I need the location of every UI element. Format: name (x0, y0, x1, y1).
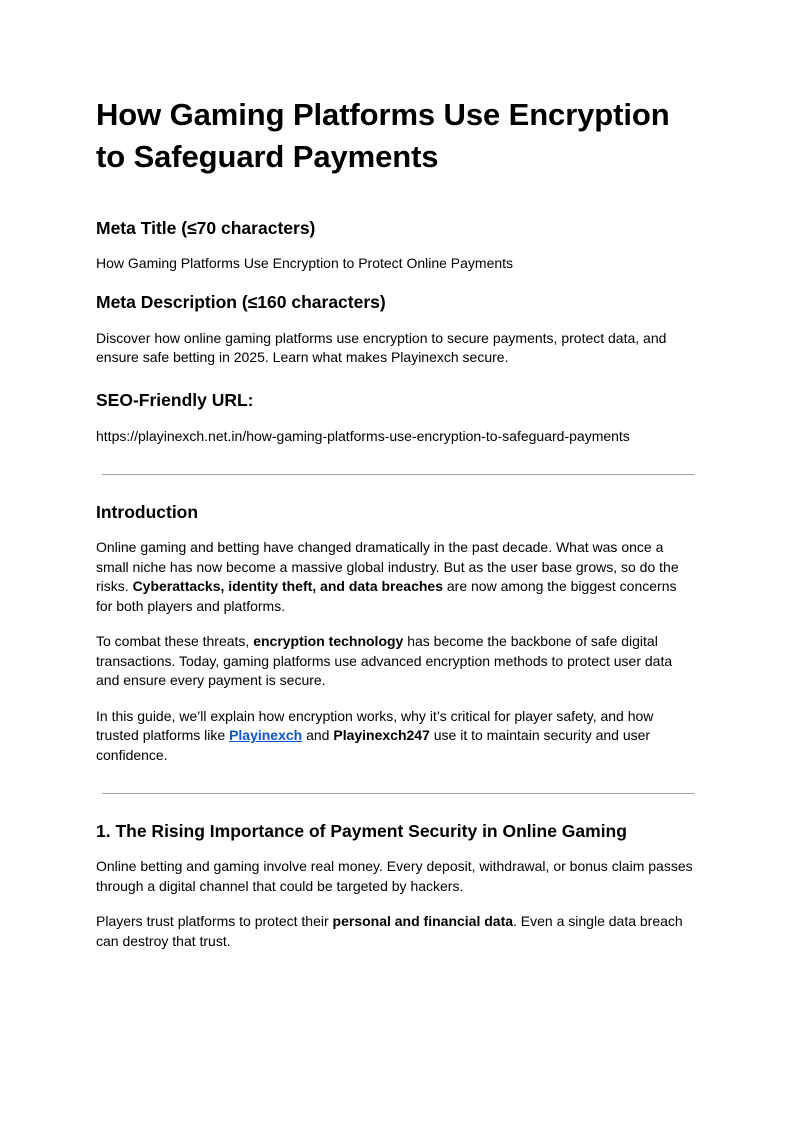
text-run: and (302, 727, 334, 743)
meta-description-text: Discover how online gaming platforms use encryption to secure payments, protect data, and ensure safe betting in 2025. Learn what makes Playinexch secure. (96, 329, 667, 365)
document-content (96, 94, 696, 951)
section-1-paragraph-2 (96, 912, 696, 951)
bold-text: Playinexch247 (333, 727, 430, 743)
text-run: . Even a single data breach can destroy that trust. (96, 913, 683, 949)
text-run: use it to maintain security and user confidence. (96, 727, 651, 763)
introduction-paragraph-2 (96, 632, 696, 691)
text-run: Players trust platforms to protect their (96, 913, 333, 929)
bold-text: encryption technology (253, 633, 404, 649)
seo-url-text: https://playinexch.net.in/how-gaming-platforms-use-encryption-to-safeguard-payments (96, 427, 630, 444)
introduction-paragraph-1 (96, 538, 696, 616)
page-title: How Gaming Platforms Use Encryption to Safeguard Payments (96, 97, 670, 174)
divider (102, 793, 694, 794)
seo-url-heading: SEO-Friendly URL: (96, 389, 254, 410)
bold-text: Cyberattacks, identity theft, and data breaches (132, 578, 443, 594)
meta-title-heading: Meta Title (≤70 characters) (96, 218, 316, 238)
text-run: are now among the biggest concerns for both players and platforms. (96, 578, 677, 614)
divider (102, 474, 694, 475)
meta-description-heading: Meta Description (≤160 characters) (96, 291, 386, 312)
text-run: In this guide, we’ll explain how encryption works, why it’s critical for player safety, and how trusted platforms like (96, 707, 654, 743)
playinexch-link[interactable]: Playinexch (229, 727, 303, 743)
text-run: has become the backbone of safe digital transactions. Today, gaming platforms use advanced encryption methods to protect user data and ensure every payment is secure. (96, 633, 673, 688)
section-1-heading: 1. The Rising Importance of Payment Security in Online Gaming (96, 821, 627, 841)
introduction-paragraph-3 (96, 707, 696, 766)
bold-text: personal and financial data (332, 913, 514, 929)
introduction-heading: Introduction (96, 502, 199, 522)
meta-title-text: How Gaming Platforms Use Encryption to Protect Online Payments (96, 255, 514, 271)
section-1-paragraph-1: Online betting and gaming involve real money. Every deposit, withdrawal, or bonus claim passes through a digital channel that could be targeted by hackers. (96, 858, 693, 894)
text-run: Online gaming and betting have changed dramatically in the past decade. What was once a small niche has now become a massive global industry. But as the user base grows, so do the risks. (96, 539, 679, 594)
text-run: To combat these threats, (96, 633, 254, 649)
